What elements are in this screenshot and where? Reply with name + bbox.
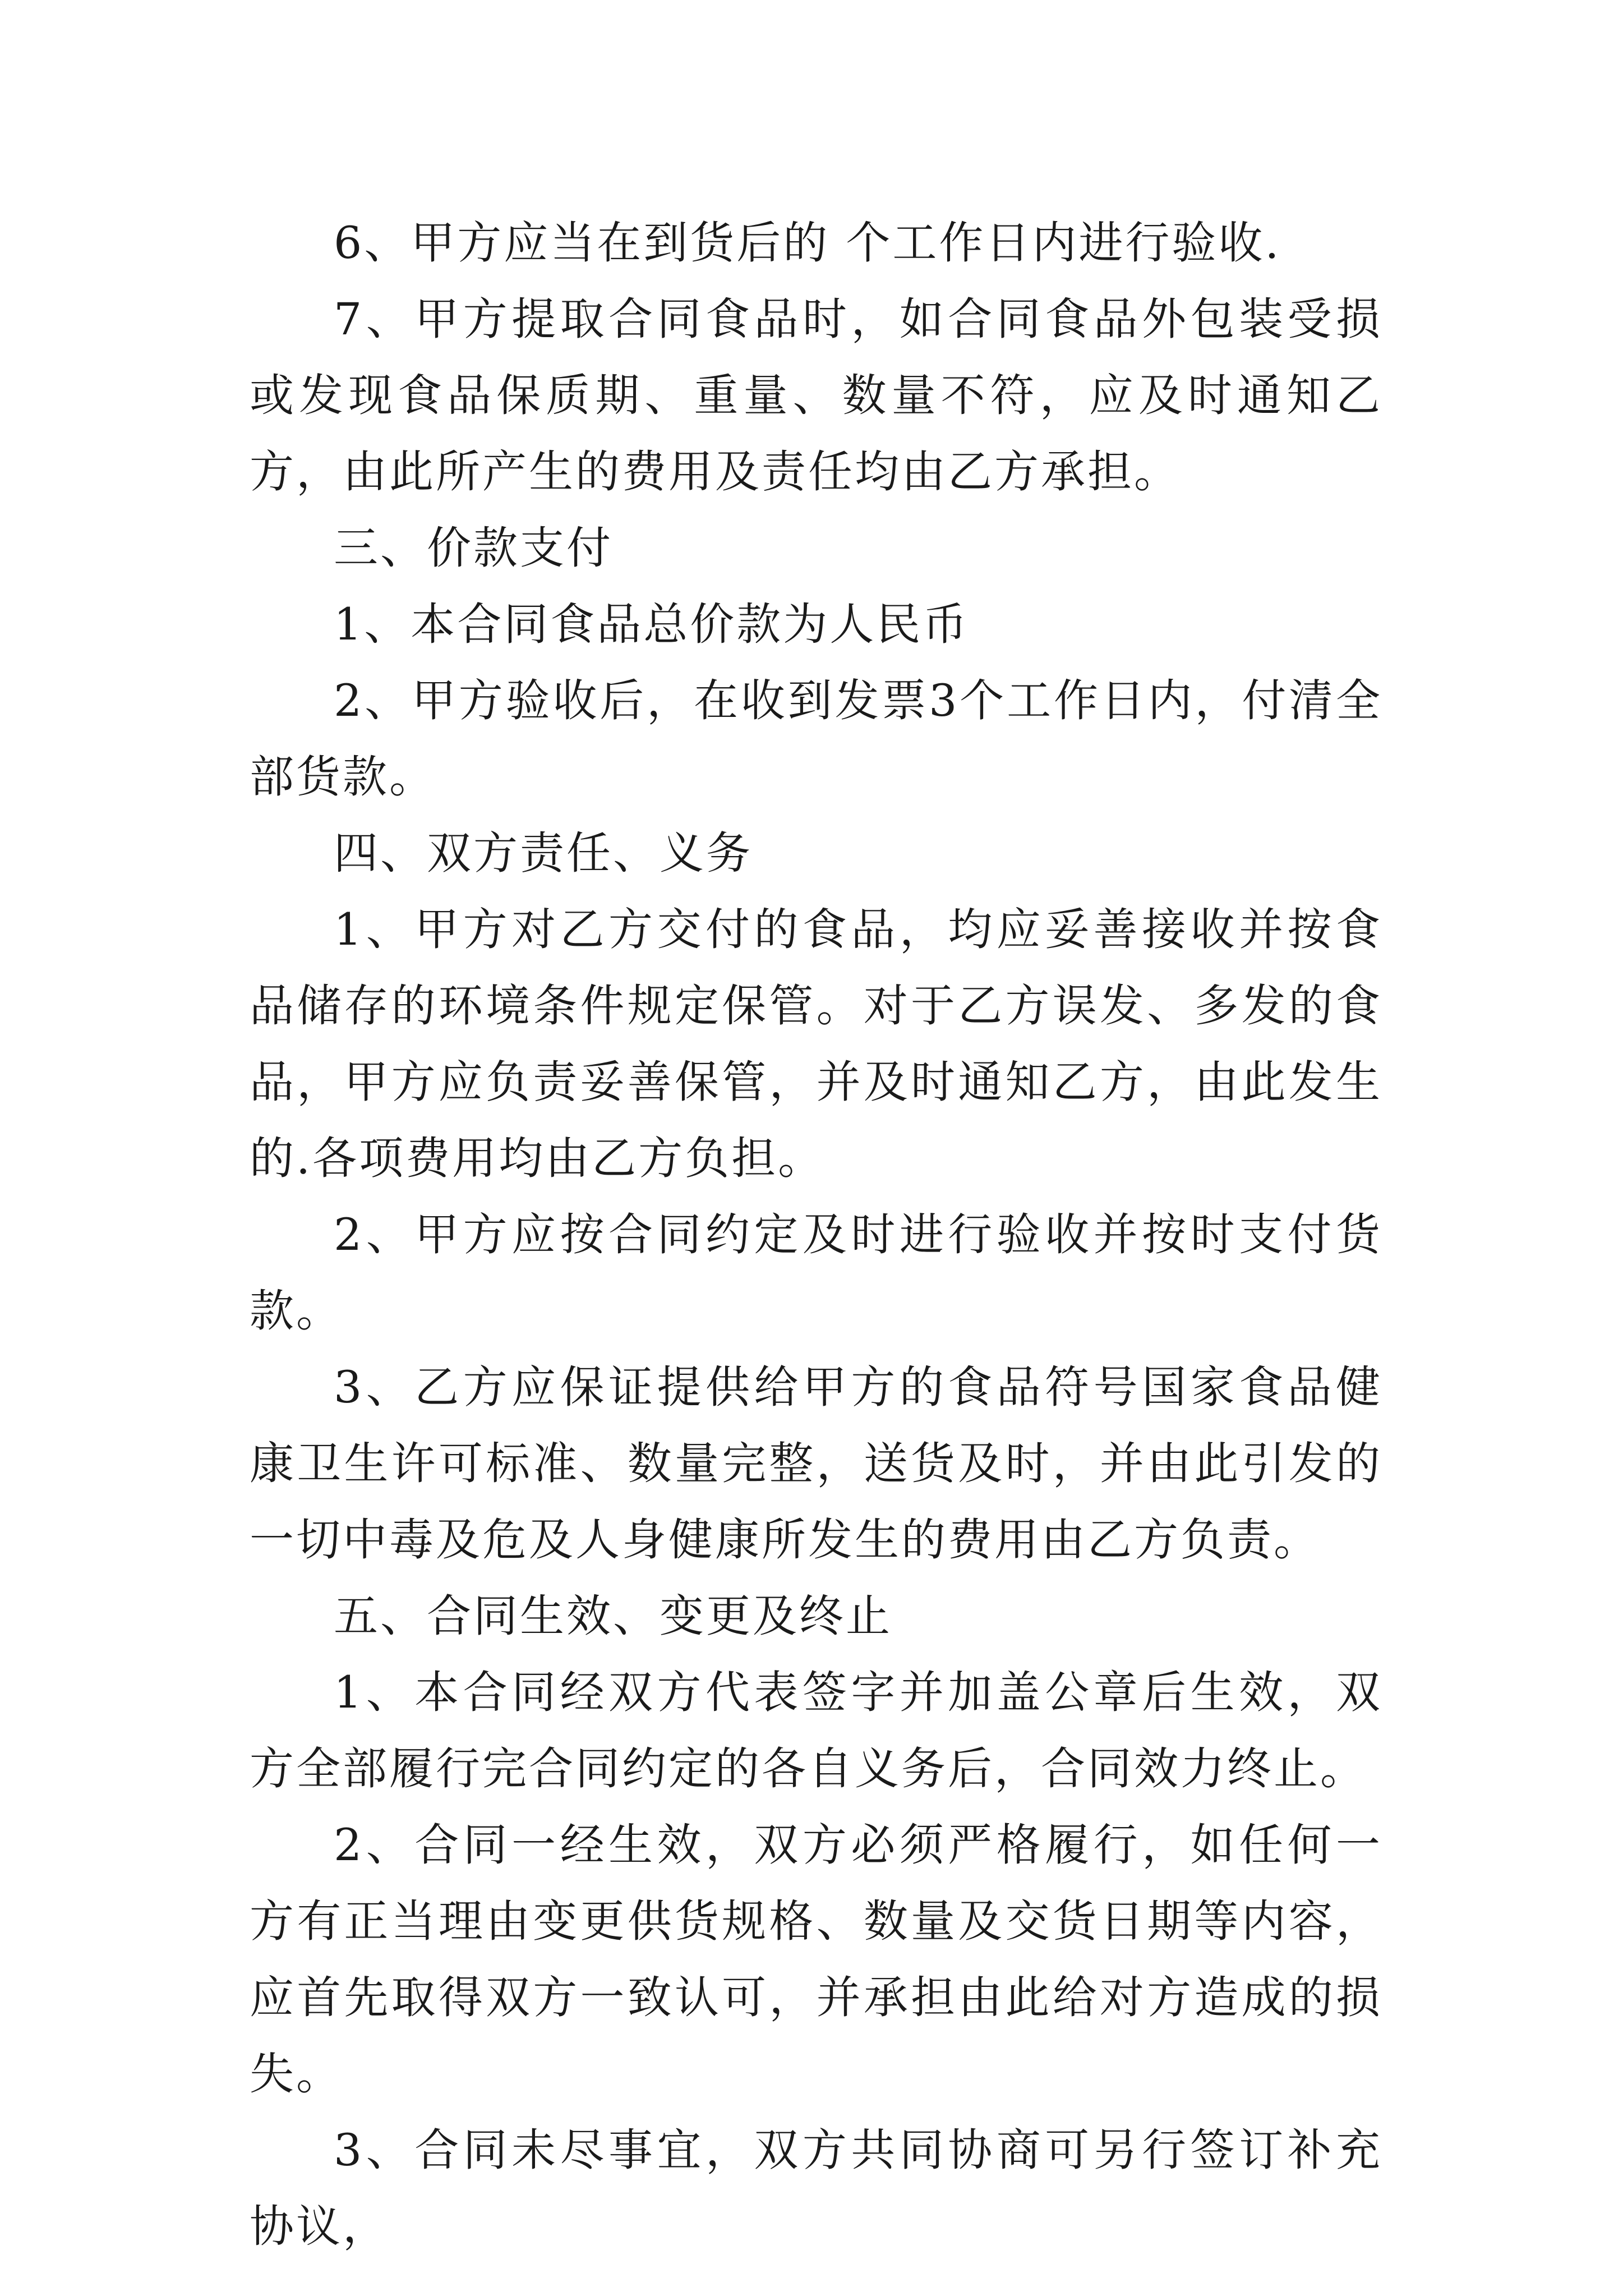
- clause-pickup-damage: 7、甲方提取合同食品时，如合同食品外包装受损或发现食品保质期、重量、数量不符，应及时通知乙方，由此所产生的费用及责任均由乙方承担。: [250, 293, 1382, 498]
- section-heading-payment: 三、价款支付: [334, 522, 613, 574]
- clause-party-a-storage: 1、甲方对乙方交付的食品，均应妥善接收并按食品储存的环境条件规定保管。对于乙方误发、多发的食品，甲方应负责妥善保管，并及时通知乙方，由此发生的.各项费用均由乙方负担。: [250, 904, 1382, 1184]
- section-heading-responsibilities: 四、双方责任、义务: [334, 827, 753, 879]
- section-heading-effectiveness: 五、合同生效、变更及终止: [334, 1590, 892, 1642]
- clause-total-price: 1、本合同食品总价款为人民币: [334, 599, 970, 650]
- clause-supplementary: 3、合同未尽事宜，双方共同协商可另行签订补充协议，: [250, 2124, 1382, 2252]
- clause-modification: 2、合同一经生效，双方必须严格履行，如任何一方有正当理由变更供货规格、数量及交货日期等内容，应首先取得双方一致认可，并承担由此给对方造成的损失。: [250, 1819, 1382, 2100]
- clause-effective-date: 1、本合同经双方代表签字并加盖公章后生效，双方全部履行完合同约定的各自义务后，合同效力终止。: [250, 1667, 1382, 1795]
- clause-party-b-quality: 3、乙方应保证提供给甲方的食品符号国家食品健康卫生许可标准、数量完整，送货及时，并由此引发的一切中毒及危及人身健康所发生的费用由乙方负责。: [250, 1361, 1382, 1566]
- clause-payment-terms: 2、甲方验收后，在收到发票3个工作日内，付清全部货款。: [250, 675, 1382, 803]
- clause-delivery-inspection: 6、甲方应当在到货后的 个工作日内进行验收.: [334, 217, 1281, 269]
- contract-body: [250, 205, 1382, 2265]
- clause-party-a-payment: 2、甲方应按合同约定及时进行验收并按时支付货款。: [250, 1209, 1382, 1337]
